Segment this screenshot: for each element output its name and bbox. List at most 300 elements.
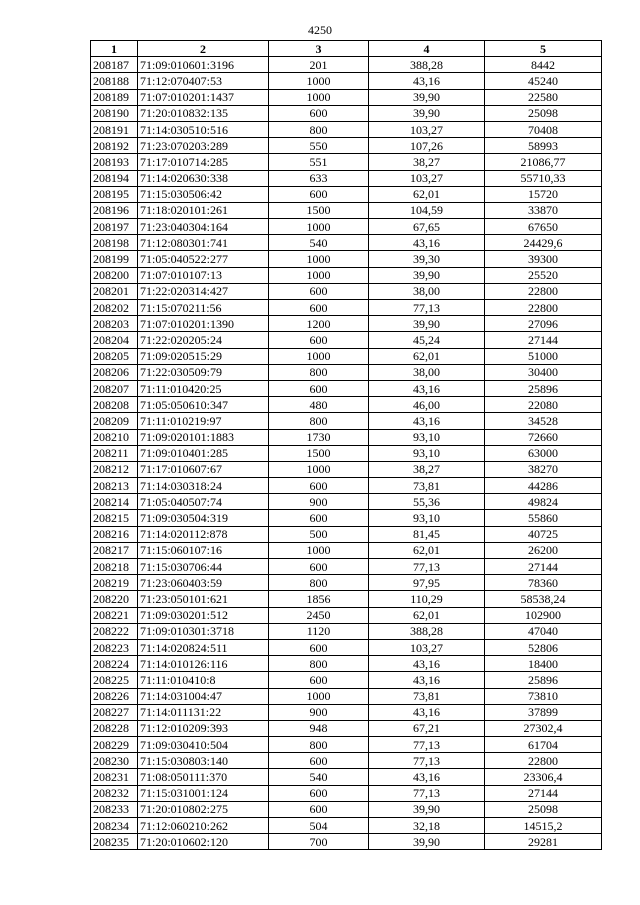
table-cell-col4: 38,27 — [369, 154, 485, 170]
table-cell-col4: 103,27 — [369, 121, 485, 137]
table-cell-col4: 93,10 — [369, 429, 485, 445]
table-cell-col4: 110,29 — [369, 591, 485, 607]
table-row — [91, 300, 602, 316]
table-cell-col4: 39,90 — [369, 801, 485, 817]
table-cell-col1: 208232 — [91, 785, 138, 801]
table-row — [91, 801, 602, 817]
table-row — [91, 348, 602, 364]
table-cell-col3: 1500 — [269, 202, 369, 218]
table-cell-col5: 25098 — [485, 801, 602, 817]
table-cell-col5: 27144 — [485, 332, 602, 348]
table-cell-col5: 55860 — [485, 510, 602, 526]
table-cell-col5: 27302,4 — [485, 720, 602, 736]
table-row — [91, 510, 602, 526]
table-cell-col5: 58993 — [485, 138, 602, 154]
table-cell-col2: 71:15:031001:124 — [138, 785, 269, 801]
table-cell-col3: 800 — [269, 364, 369, 380]
table-cell-col5: 38270 — [485, 461, 602, 477]
table-row — [91, 445, 602, 461]
table-cell-col2: 71:17:010714:285 — [138, 154, 269, 170]
table-row — [91, 575, 602, 591]
table-cell-col2: 71:17:010607:67 — [138, 461, 269, 477]
table-cell-col4: 62,01 — [369, 186, 485, 202]
table-cell-col4: 43,16 — [369, 672, 485, 688]
table-cell-col3: 1000 — [269, 688, 369, 704]
table-cell-col1: 208218 — [91, 559, 138, 575]
table-cell-col1: 208194 — [91, 170, 138, 186]
table-cell-col1: 208227 — [91, 704, 138, 720]
table-cell-col4: 97,95 — [369, 575, 485, 591]
table-cell-col5: 51000 — [485, 348, 602, 364]
table-row — [91, 283, 602, 299]
table-cell-col4: 104,59 — [369, 202, 485, 218]
table-cell-col4: 93,10 — [369, 445, 485, 461]
table-cell-col1: 208195 — [91, 186, 138, 202]
table-cell-col3: 600 — [269, 559, 369, 575]
table-row — [91, 720, 602, 736]
table-cell-col2: 71:22:020314:427 — [138, 283, 269, 299]
table-cell-col1: 208204 — [91, 332, 138, 348]
table-cell-col1: 208221 — [91, 607, 138, 623]
table-cell-col2: 71:15:060107:16 — [138, 542, 269, 558]
table-cell-col1: 208188 — [91, 73, 138, 89]
table-row — [91, 753, 602, 769]
table-cell-col5: 27144 — [485, 559, 602, 575]
table-cell-col3: 1856 — [269, 591, 369, 607]
table-cell-col4: 81,45 — [369, 526, 485, 542]
table-cell-col4: 55,36 — [369, 494, 485, 510]
table-cell-col3: 500 — [269, 526, 369, 542]
table-cell-col1: 208193 — [91, 154, 138, 170]
table-row — [91, 186, 602, 202]
table-cell-col1: 208222 — [91, 623, 138, 639]
table-cell-col3: 540 — [269, 769, 369, 785]
table-cell-col4: 43,16 — [369, 73, 485, 89]
table-cell-col3: 600 — [269, 300, 369, 316]
table-cell-col3: 800 — [269, 413, 369, 429]
table-cell-col1: 208190 — [91, 105, 138, 121]
table-cell-col4: 107,26 — [369, 138, 485, 154]
table-row — [91, 639, 602, 655]
table-cell-col2: 71:09:030410:504 — [138, 737, 269, 753]
column-header-3: 3 — [269, 41, 369, 57]
table-cell-col3: 1500 — [269, 445, 369, 461]
table-cell-col3: 600 — [269, 753, 369, 769]
table-cell-col3: 1000 — [269, 461, 369, 477]
table-cell-col2: 71:09:020101:1883 — [138, 429, 269, 445]
table-cell-col4: 43,16 — [369, 380, 485, 396]
table-cell-col4: 43,16 — [369, 656, 485, 672]
table-cell-col4: 43,16 — [369, 769, 485, 785]
table-cell-col1: 208192 — [91, 138, 138, 154]
table-cell-col1: 208223 — [91, 639, 138, 655]
table-row — [91, 494, 602, 510]
table-cell-col2: 71:20:010832:135 — [138, 105, 269, 121]
table-row — [91, 105, 602, 121]
table-cell-col4: 39,90 — [369, 267, 485, 283]
table-cell-col3: 1000 — [269, 73, 369, 89]
table-cell-col2: 71:22:030509:79 — [138, 364, 269, 380]
table-cell-col1: 208196 — [91, 202, 138, 218]
table-cell-col1: 208228 — [91, 720, 138, 736]
table-cell-col2: 71:07:010201:1437 — [138, 89, 269, 105]
table-cell-col4: 39,90 — [369, 316, 485, 332]
table-cell-col2: 71:14:020112:878 — [138, 526, 269, 542]
table-header — [91, 41, 602, 57]
table-cell-col3: 800 — [269, 656, 369, 672]
table-cell-col3: 600 — [269, 105, 369, 121]
table-row — [91, 688, 602, 704]
table-cell-col3: 1200 — [269, 316, 369, 332]
table-cell-col1: 208230 — [91, 753, 138, 769]
table-cell-col4: 77,13 — [369, 300, 485, 316]
table-cell-col4: 77,13 — [369, 559, 485, 575]
table-cell-col4: 32,18 — [369, 818, 485, 834]
table-cell-col1: 208225 — [91, 672, 138, 688]
table-cell-col1: 208220 — [91, 591, 138, 607]
table-row — [91, 818, 602, 834]
table-cell-col4: 38,27 — [369, 461, 485, 477]
table-row — [91, 413, 602, 429]
table-row — [91, 397, 602, 413]
table-cell-col3: 600 — [269, 283, 369, 299]
table-cell-col1: 208212 — [91, 461, 138, 477]
table-row — [91, 138, 602, 154]
table-row — [91, 235, 602, 251]
table-cell-col3: 800 — [269, 121, 369, 137]
table-cell-col3: 600 — [269, 186, 369, 202]
table-row — [91, 526, 602, 542]
table-cell-col1: 208234 — [91, 818, 138, 834]
table-cell-col3: 201 — [269, 57, 369, 73]
table-cell-col4: 103,27 — [369, 170, 485, 186]
table-cell-col4: 67,21 — [369, 720, 485, 736]
column-header-4: 4 — [369, 41, 485, 57]
table-cell-col5: 55710,33 — [485, 170, 602, 186]
table-cell-col2: 71:05:040522:277 — [138, 251, 269, 267]
table-cell-col5: 40725 — [485, 526, 602, 542]
table-cell-col4: 39,90 — [369, 834, 485, 850]
table-cell-col5: 22080 — [485, 397, 602, 413]
table-cell-col2: 71:11:010410:8 — [138, 672, 269, 688]
table-cell-col2: 71:09:020515:29 — [138, 348, 269, 364]
table-cell-col5: 49824 — [485, 494, 602, 510]
table-row — [91, 267, 602, 283]
table-cell-col3: 504 — [269, 818, 369, 834]
table-cell-col5: 21086,77 — [485, 154, 602, 170]
table-row — [91, 154, 602, 170]
table-cell-col5: 73810 — [485, 688, 602, 704]
table-row — [91, 202, 602, 218]
table-cell-col1: 208202 — [91, 300, 138, 316]
table-cell-col1: 208203 — [91, 316, 138, 332]
table-cell-col2: 71:05:050610:347 — [138, 397, 269, 413]
table-cell-col4: 43,16 — [369, 704, 485, 720]
table-cell-col4: 45,24 — [369, 332, 485, 348]
table-cell-col3: 1120 — [269, 623, 369, 639]
table-cell-col2: 71:23:060403:59 — [138, 575, 269, 591]
table-cell-col5: 44286 — [485, 478, 602, 494]
column-header-5: 5 — [485, 41, 602, 57]
table-cell-col5: 15720 — [485, 186, 602, 202]
table-cell-col1: 208205 — [91, 348, 138, 364]
table-row — [91, 73, 602, 89]
table-cell-col5: 23306,4 — [485, 769, 602, 785]
table-cell-col1: 208216 — [91, 526, 138, 542]
table-cell-col5: 25098 — [485, 105, 602, 121]
table-cell-col3: 700 — [269, 834, 369, 850]
table-cell-col2: 71:14:030510:516 — [138, 121, 269, 137]
table-cell-col4: 103,27 — [369, 639, 485, 655]
table-cell-col3: 600 — [269, 380, 369, 396]
table-cell-col2: 71:15:030803:140 — [138, 753, 269, 769]
table-cell-col4: 73,81 — [369, 478, 485, 494]
table-cell-col4: 388,28 — [369, 623, 485, 639]
table-cell-col4: 77,13 — [369, 737, 485, 753]
table-cell-col3: 1000 — [269, 267, 369, 283]
table-cell-col3: 600 — [269, 332, 369, 348]
table-cell-col2: 71:20:010802:275 — [138, 801, 269, 817]
table-cell-col5: 34528 — [485, 413, 602, 429]
table-row — [91, 672, 602, 688]
table-cell-col3: 2450 — [269, 607, 369, 623]
table-row — [91, 559, 602, 575]
column-header-1: 1 — [91, 41, 138, 57]
table-cell-col5: 22800 — [485, 300, 602, 316]
table-cell-col2: 71:09:010601:3196 — [138, 57, 269, 73]
table-cell-col4: 39,90 — [369, 89, 485, 105]
table-cell-col2: 71:23:050101:621 — [138, 591, 269, 607]
table-cell-col3: 540 — [269, 235, 369, 251]
table-cell-col1: 208187 — [91, 57, 138, 73]
table-cell-col2: 71:14:020824:511 — [138, 639, 269, 655]
column-header-2: 2 — [138, 41, 269, 57]
table-cell-col5: 8442 — [485, 57, 602, 73]
table-cell-col2: 71:14:010126:116 — [138, 656, 269, 672]
table-cell-col4: 38,00 — [369, 283, 485, 299]
table-cell-col3: 1000 — [269, 219, 369, 235]
table-cell-col5: 26200 — [485, 542, 602, 558]
table-cell-col1: 208210 — [91, 429, 138, 445]
table-row — [91, 332, 602, 348]
table-row — [91, 316, 602, 332]
table-cell-col3: 1000 — [269, 348, 369, 364]
table-cell-col3: 550 — [269, 138, 369, 154]
table-row — [91, 623, 602, 639]
table-cell-col3: 948 — [269, 720, 369, 736]
table-cell-col3: 480 — [269, 397, 369, 413]
table-cell-col1: 208211 — [91, 445, 138, 461]
table-cell-col2: 71:09:010401:285 — [138, 445, 269, 461]
table-cell-col5: 52806 — [485, 639, 602, 655]
table-cell-col3: 600 — [269, 639, 369, 655]
table-row — [91, 478, 602, 494]
table-cell-col3: 800 — [269, 737, 369, 753]
table-cell-col5: 22800 — [485, 283, 602, 299]
table-cell-col1: 208198 — [91, 235, 138, 251]
table-cell-col5: 25896 — [485, 672, 602, 688]
table-cell-col4: 62,01 — [369, 607, 485, 623]
table-cell-col1: 208215 — [91, 510, 138, 526]
table-cell-col1: 208213 — [91, 478, 138, 494]
table-row — [91, 380, 602, 396]
table-cell-col4: 43,16 — [369, 235, 485, 251]
table-cell-col2: 71:11:010219:97 — [138, 413, 269, 429]
table-cell-col3: 800 — [269, 575, 369, 591]
table-cell-col4: 77,13 — [369, 753, 485, 769]
table-cell-col5: 22580 — [485, 89, 602, 105]
table-cell-col3: 551 — [269, 154, 369, 170]
table-cell-col1: 208197 — [91, 219, 138, 235]
table-cell-col4: 43,16 — [369, 413, 485, 429]
table-cell-col5: 25896 — [485, 380, 602, 396]
table-row — [91, 461, 602, 477]
table-cell-col3: 600 — [269, 801, 369, 817]
table-row — [91, 364, 602, 380]
table-cell-col2: 71:09:030504:319 — [138, 510, 269, 526]
table-row — [91, 785, 602, 801]
table-cell-col2: 71:14:030318:24 — [138, 478, 269, 494]
table-cell-col4: 46,00 — [369, 397, 485, 413]
table-cell-col2: 71:14:020630:338 — [138, 170, 269, 186]
table-cell-col4: 38,00 — [369, 364, 485, 380]
table-row — [91, 219, 602, 235]
table-cell-col5: 30400 — [485, 364, 602, 380]
table-cell-col2: 71:07:010201:1390 — [138, 316, 269, 332]
table-cell-col1: 208217 — [91, 542, 138, 558]
table-cell-col2: 71:23:040304:164 — [138, 219, 269, 235]
table-row — [91, 834, 602, 850]
table-cell-col3: 633 — [269, 170, 369, 186]
table-cell-col1: 208201 — [91, 283, 138, 299]
table-cell-col1: 208189 — [91, 89, 138, 105]
table-row — [91, 429, 602, 445]
header-row — [91, 41, 602, 57]
table-cell-col1: 208206 — [91, 364, 138, 380]
table-cell-col5: 45240 — [485, 73, 602, 89]
table-cell-col1: 208233 — [91, 801, 138, 817]
table-cell-col2: 71:12:070407:53 — [138, 73, 269, 89]
table-cell-col1: 208209 — [91, 413, 138, 429]
table-cell-col5: 102900 — [485, 607, 602, 623]
table-cell-col1: 208219 — [91, 575, 138, 591]
table-cell-col4: 93,10 — [369, 510, 485, 526]
table-cell-col2: 71:22:020205:24 — [138, 332, 269, 348]
table-cell-col2: 71:07:010107:13 — [138, 267, 269, 283]
table-cell-col5: 78360 — [485, 575, 602, 591]
table-cell-col1: 208229 — [91, 737, 138, 753]
table-cell-col5: 29281 — [485, 834, 602, 850]
table-cell-col5: 67650 — [485, 219, 602, 235]
table-cell-col2: 71:05:040507:74 — [138, 494, 269, 510]
table-cell-col5: 27144 — [485, 785, 602, 801]
table-row — [91, 656, 602, 672]
table-cell-col3: 1000 — [269, 251, 369, 267]
table-cell-col5: 39300 — [485, 251, 602, 267]
table-row — [91, 542, 602, 558]
table-row — [91, 57, 602, 73]
table-cell-col4: 39,90 — [369, 105, 485, 121]
table-cell-col4: 388,28 — [369, 57, 485, 73]
table-cell-col1: 208214 — [91, 494, 138, 510]
table-cell-col4: 62,01 — [369, 348, 485, 364]
table-cell-col2: 71:11:010420:25 — [138, 380, 269, 396]
table-cell-col5: 70408 — [485, 121, 602, 137]
table-cell-col2: 71:09:030201:512 — [138, 607, 269, 623]
table-cell-col1: 208226 — [91, 688, 138, 704]
table-row — [91, 170, 602, 186]
register-table — [90, 40, 602, 850]
table-cell-col5: 24429,6 — [485, 235, 602, 251]
table-cell-col5: 22800 — [485, 753, 602, 769]
table-row — [91, 121, 602, 137]
table-cell-col2: 71:14:011131:22 — [138, 704, 269, 720]
table-cell-col3: 600 — [269, 510, 369, 526]
table-cell-col4: 67,65 — [369, 219, 485, 235]
table-cell-col2: 71:09:010301:3718 — [138, 623, 269, 639]
table-cell-col1: 208235 — [91, 834, 138, 850]
table-cell-col3: 900 — [269, 704, 369, 720]
page-number: 4250 — [308, 23, 332, 37]
table-cell-col5: 58538,24 — [485, 591, 602, 607]
table-cell-col3: 600 — [269, 672, 369, 688]
table-cell-col5: 63000 — [485, 445, 602, 461]
table-cell-col2: 71:12:010209:393 — [138, 720, 269, 736]
table-cell-col5: 33870 — [485, 202, 602, 218]
table-cell-col1: 208207 — [91, 380, 138, 396]
table-cell-col1: 208200 — [91, 267, 138, 283]
table-body — [91, 57, 602, 850]
table-cell-col5: 18400 — [485, 656, 602, 672]
table-row — [91, 591, 602, 607]
table-cell-col2: 71:20:010602:120 — [138, 834, 269, 850]
table-cell-col5: 72660 — [485, 429, 602, 445]
table-row — [91, 251, 602, 267]
table-cell-col3: 600 — [269, 785, 369, 801]
table-cell-col4: 39,30 — [369, 251, 485, 267]
table-cell-col2: 71:14:031004:47 — [138, 688, 269, 704]
table-cell-col3: 1730 — [269, 429, 369, 445]
table-cell-col5: 61704 — [485, 737, 602, 753]
table-row — [91, 704, 602, 720]
table-cell-col5: 37899 — [485, 704, 602, 720]
table-cell-col2: 71:12:080301:741 — [138, 235, 269, 251]
table-cell-col5: 25520 — [485, 267, 602, 283]
table-row — [91, 769, 602, 785]
table-cell-col2: 71:12:060210:262 — [138, 818, 269, 834]
table-cell-col3: 1000 — [269, 89, 369, 105]
table-cell-col2: 71:15:030506:42 — [138, 186, 269, 202]
table-row — [91, 89, 602, 105]
table-cell-col5: 27096 — [485, 316, 602, 332]
table-cell-col4: 62,01 — [369, 542, 485, 558]
table-cell-col1: 208231 — [91, 769, 138, 785]
table-row — [91, 737, 602, 753]
table-cell-col1: 208224 — [91, 656, 138, 672]
table-cell-col1: 208199 — [91, 251, 138, 267]
table-cell-col3: 600 — [269, 478, 369, 494]
table-cell-col3: 1000 — [269, 542, 369, 558]
table-cell-col1: 208208 — [91, 397, 138, 413]
table-cell-col2: 71:08:050111:370 — [138, 769, 269, 785]
table-cell-col4: 73,81 — [369, 688, 485, 704]
table-cell-col5: 47040 — [485, 623, 602, 639]
table-cell-col2: 71:18:020101:261 — [138, 202, 269, 218]
table-row — [91, 607, 602, 623]
table-cell-col3: 900 — [269, 494, 369, 510]
table-cell-col2: 71:23:070203:289 — [138, 138, 269, 154]
table-cell-col2: 71:15:030706:44 — [138, 559, 269, 575]
